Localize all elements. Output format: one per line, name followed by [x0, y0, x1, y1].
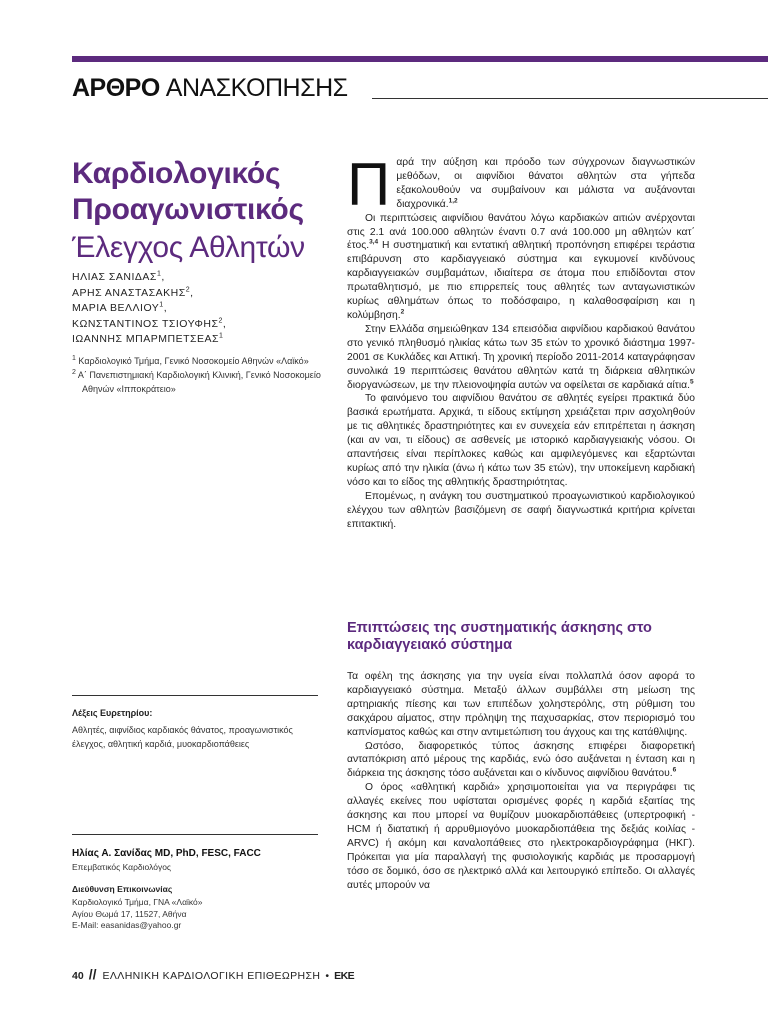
- intro-paragraph: Το φαινόμενο του αιφνίδιου θανάτου σε αθλητές εγείρει πρακτικά δύο βασικά ερωτήματα. Αρχικά, τι είδους εκτίμηση χρειάζεται πριν ασχοληθούν με τις αθλητικές δραστηριότητες και εν συνεχεία εάν επιτρέπεται η άσκηση (και αν ναι, τι είδους) σε ασθενείς με ιστορικό καρδιαγγειακής νόσου. Οι απαντήσεις είναι περίπλοκες καθώς και αμφιλεγόμενες και εξαρτώνται κυρίως από την ηλικία (άνω ή κάτω των 35 ετών), την υποκείμενη καρδιακή νόσο και το είδος της αθλητικής δραστηριότητας.: [347, 393, 695, 488]
- intro-paragraph: Επομένως, η ανάγκη του συστηματικού προαγωνιστικού καρδιολογικού ελέγχου των αθλητών βασιζόμενη σε σαφή διαγνωστικά κριτήρια κρίνεται επιτακτική.: [347, 490, 695, 530]
- drop-cap: Π: [347, 151, 391, 218]
- contact-role: Επεμβατικός Καρδιολόγος: [72, 862, 172, 872]
- author: ΑΡΗΣ ΑΝΑΣΤΑΣΑΚΗΣ$^2$,: [72, 286, 194, 299]
- section-paragraph: Τα οφέλη της άσκησης για την υγεία είναι πολλαπλά όσον αφορά το καρδιαγγειακό σύστημα. Μεταξύ άλλων συμβάλλει στη μείωση της αρτηριακής πίεσης και των επιπέδων χοληστερόλης, στη ρύθμιση του σακχάρου αίματος, στην πρόληψη της παχυσαρκίας, στον περιορισμό του καπνίσματος καθώς και στην αντιμετώπιση του άγχους και της κατάθλιψης.: [347, 671, 695, 738]
- contact-details: [72, 897, 322, 932]
- intro-paragraph: Παρά την αύξηση και πρόοδο των σύγχρονων διαγνωστικών μεθόδων, οι αιφνίδιοι θάνατοι αθλητών στα γήπεδα εξακολουθούν να συμβαίνουν και μάλιστα να αυξάνονται διαχρονικά.$^{1,2}$: [347, 151, 695, 218]
- section-body: [347, 670, 695, 893]
- section-label-light: ΑΝΑΣΚΟΠΗΣΗΣ: [165, 74, 348, 102]
- footer-bullet: •: [325, 970, 330, 982]
- intro-body: [347, 151, 695, 531]
- contact-email[interactable]: E-Mail: easanidas@yahoo.gr: [72, 920, 182, 930]
- author: ΚΩΝΣΤΑΝΤΙΝΟΣ ΤΣΙΟΥΦΗΣ$^2$,: [72, 317, 227, 330]
- journal-abbreviation: ΕΚΕ: [334, 970, 355, 982]
- affiliation: $^1$ Καρδιολογικό Τμήμα, Γενικό Νοσοκομείο Αθηνών «Λαϊκό»: [72, 355, 309, 366]
- section-heading: Επιπτώσεις της συστηματικής άσκησης στο καρδιαγγειακό σύστημα: [347, 620, 652, 653]
- section-paragraph: Ο όρος «αθλητική καρδιά» χρησιμοποιείται για να περιγράφει τις αλλαγές εκείνες που υφίσταται ορισμένες φορές η καρδιά εξαιτίας της άσκησης και που μπορεί να θυμίζουν μυοκαρδιοπάθειες (υπερτροφική - HCM ή διατατική ή αρρυθμιογόνο μυοκαρδιοπάθεια της δεξιάς κοιλίας - ARVC) ή ακόμη και καναλοπάθειες στο ηλεκτροκαρδιογράφημα (ΗΚΓ). Πρόκειται για μία παραλλαγή της φυσιολογικής καρδιάς με προσαρμογή τόσο σε δομικό, όσο σε ηλεκτρικό αλλά και λειτουργικό επίπεδο. Οι αλλαγές αυτές μπορούν να: [347, 782, 695, 891]
- contact-name: Ηλίας Α. Σανίδας MD, PhD, FESC, FACC: [72, 848, 261, 859]
- top-accent-rule: [72, 56, 768, 62]
- intro-paragraph: Στην Ελλάδα σημειώθηκαν 134 επεισόδια αιφνίδιου καρδιακού θανάτου στο γενικό πληθυσμό ηλικίας κάτω των 35 ετών το χρονικό διάστημα 1997-2001 σε Κυκλάδες και Αττική. Τη χρονική περίοδο 2011-2014 καταγράφησαν συνολικά 19 περιπτώσεις θανάτου αθλητών κατά τη διάρκεια αθλητικών διοργανώσεων, με την πλειονοψηφία αυτών να οφείλεται σε καρδιακά αίτια.$^5$: [347, 323, 695, 391]
- journal-name: ΕΛΛΗΝΙΚΗ ΚΑΡΔΙΟΛΟΓΙΚΗ ΕΠΙΘΕΩΡΗΣΗ: [102, 970, 321, 982]
- author-list: [72, 270, 342, 348]
- keywords-divider: [72, 695, 318, 696]
- page-footer: [72, 966, 354, 982]
- contact-line: Καρδιολογικό Τμήμα, ΓΝΑ «Λαϊκό»: [72, 897, 203, 907]
- contact-heading: Διεύθυνση Επικοινωνίας: [72, 884, 173, 894]
- section-label-bold: ΑΡΘΡΟ: [72, 74, 160, 102]
- title-line-1: Καρδιολογικός: [72, 157, 281, 190]
- contact-line: Αγίου Θωμά 17, 11527, Αθήνα: [72, 908, 187, 919]
- section-paragraph: Ωστόσο, διαφορετικός τύπος άσκησης επιφέρει διαφορετική ανταπόκριση από μέρους της καρδιάς, ενώ όσο αυξάνεται η ένταση και η διάρκεια της άσκησης τόσο αυξάνεται και ο κίνδυνος αιφνίδιου θανάτου.$^6$: [347, 740, 695, 780]
- footer-slashes: //: [88, 966, 97, 982]
- section-header: [72, 74, 348, 103]
- title-line-3: Έλεγχος Αθλητών: [72, 231, 305, 264]
- intro-paragraph: Οι περιπτώσεις αιφνίδιου θανάτου λόγω καρδιακών αιτιών ανέρχονται στις 2.1 ανά 100.000 αθλητών έναντι 0.7 ανά 100.000 μη αθλητών κατ΄ έτος.$^{3,4}$ Η συστηματική και εντατική αθλητική προπόνηση επιφέρει τεράστια επιβάρυνση στο καρδιαγγειακό σύστημα και εγκυμονεί κινδύνους καρδιαγγειακών συμβαμάτων, ιδιαίτερα σε άτομα που επιδίδονται στον πρωταθλητισμό, με πιο επιρρεπείς τους αθλητές των ανταγωνιστικών κυρίως αθλημάτων όπως το ποδόσφαιρο, η καλαθοσφαίριση και η κολύμβηση.$^2$: [347, 212, 695, 321]
- article-title: [72, 156, 342, 268]
- header-divider: [372, 98, 768, 99]
- author: ΜΑΡΙΑ ΒΕΛΛΙΟΥ$^1$,: [72, 301, 168, 314]
- author: ΙΩΑΝΝΗΣ ΜΠΑΡΜΠΕΤΣΕΑΣ$^1$: [72, 332, 224, 345]
- keywords-title: Λέξεις Ευρετηρίου:: [72, 708, 153, 718]
- page-number: 40: [72, 970, 84, 982]
- affiliations: [72, 354, 342, 396]
- author: ΗΛΙΑΣ ΣΑΝΙΔΑΣ$^1$,: [72, 270, 165, 283]
- affiliation: $^2$ Α΄ Πανεπιστημιακή Καρδιολογική Κλινική, Γενικό Νοσοκομείο Αθηνών «Ιπποκράτειο»: [72, 369, 321, 394]
- keywords-text: Αθλητές, αιφνίδιος καρδιακός θάνατος, προαγωνιστικός έλεγχος, αθλητική καρδιά, μυοκαρδιοπάθειες: [72, 725, 293, 749]
- title-line-2: Προαγωνιστικός: [72, 193, 304, 226]
- contact-divider: [72, 834, 318, 835]
